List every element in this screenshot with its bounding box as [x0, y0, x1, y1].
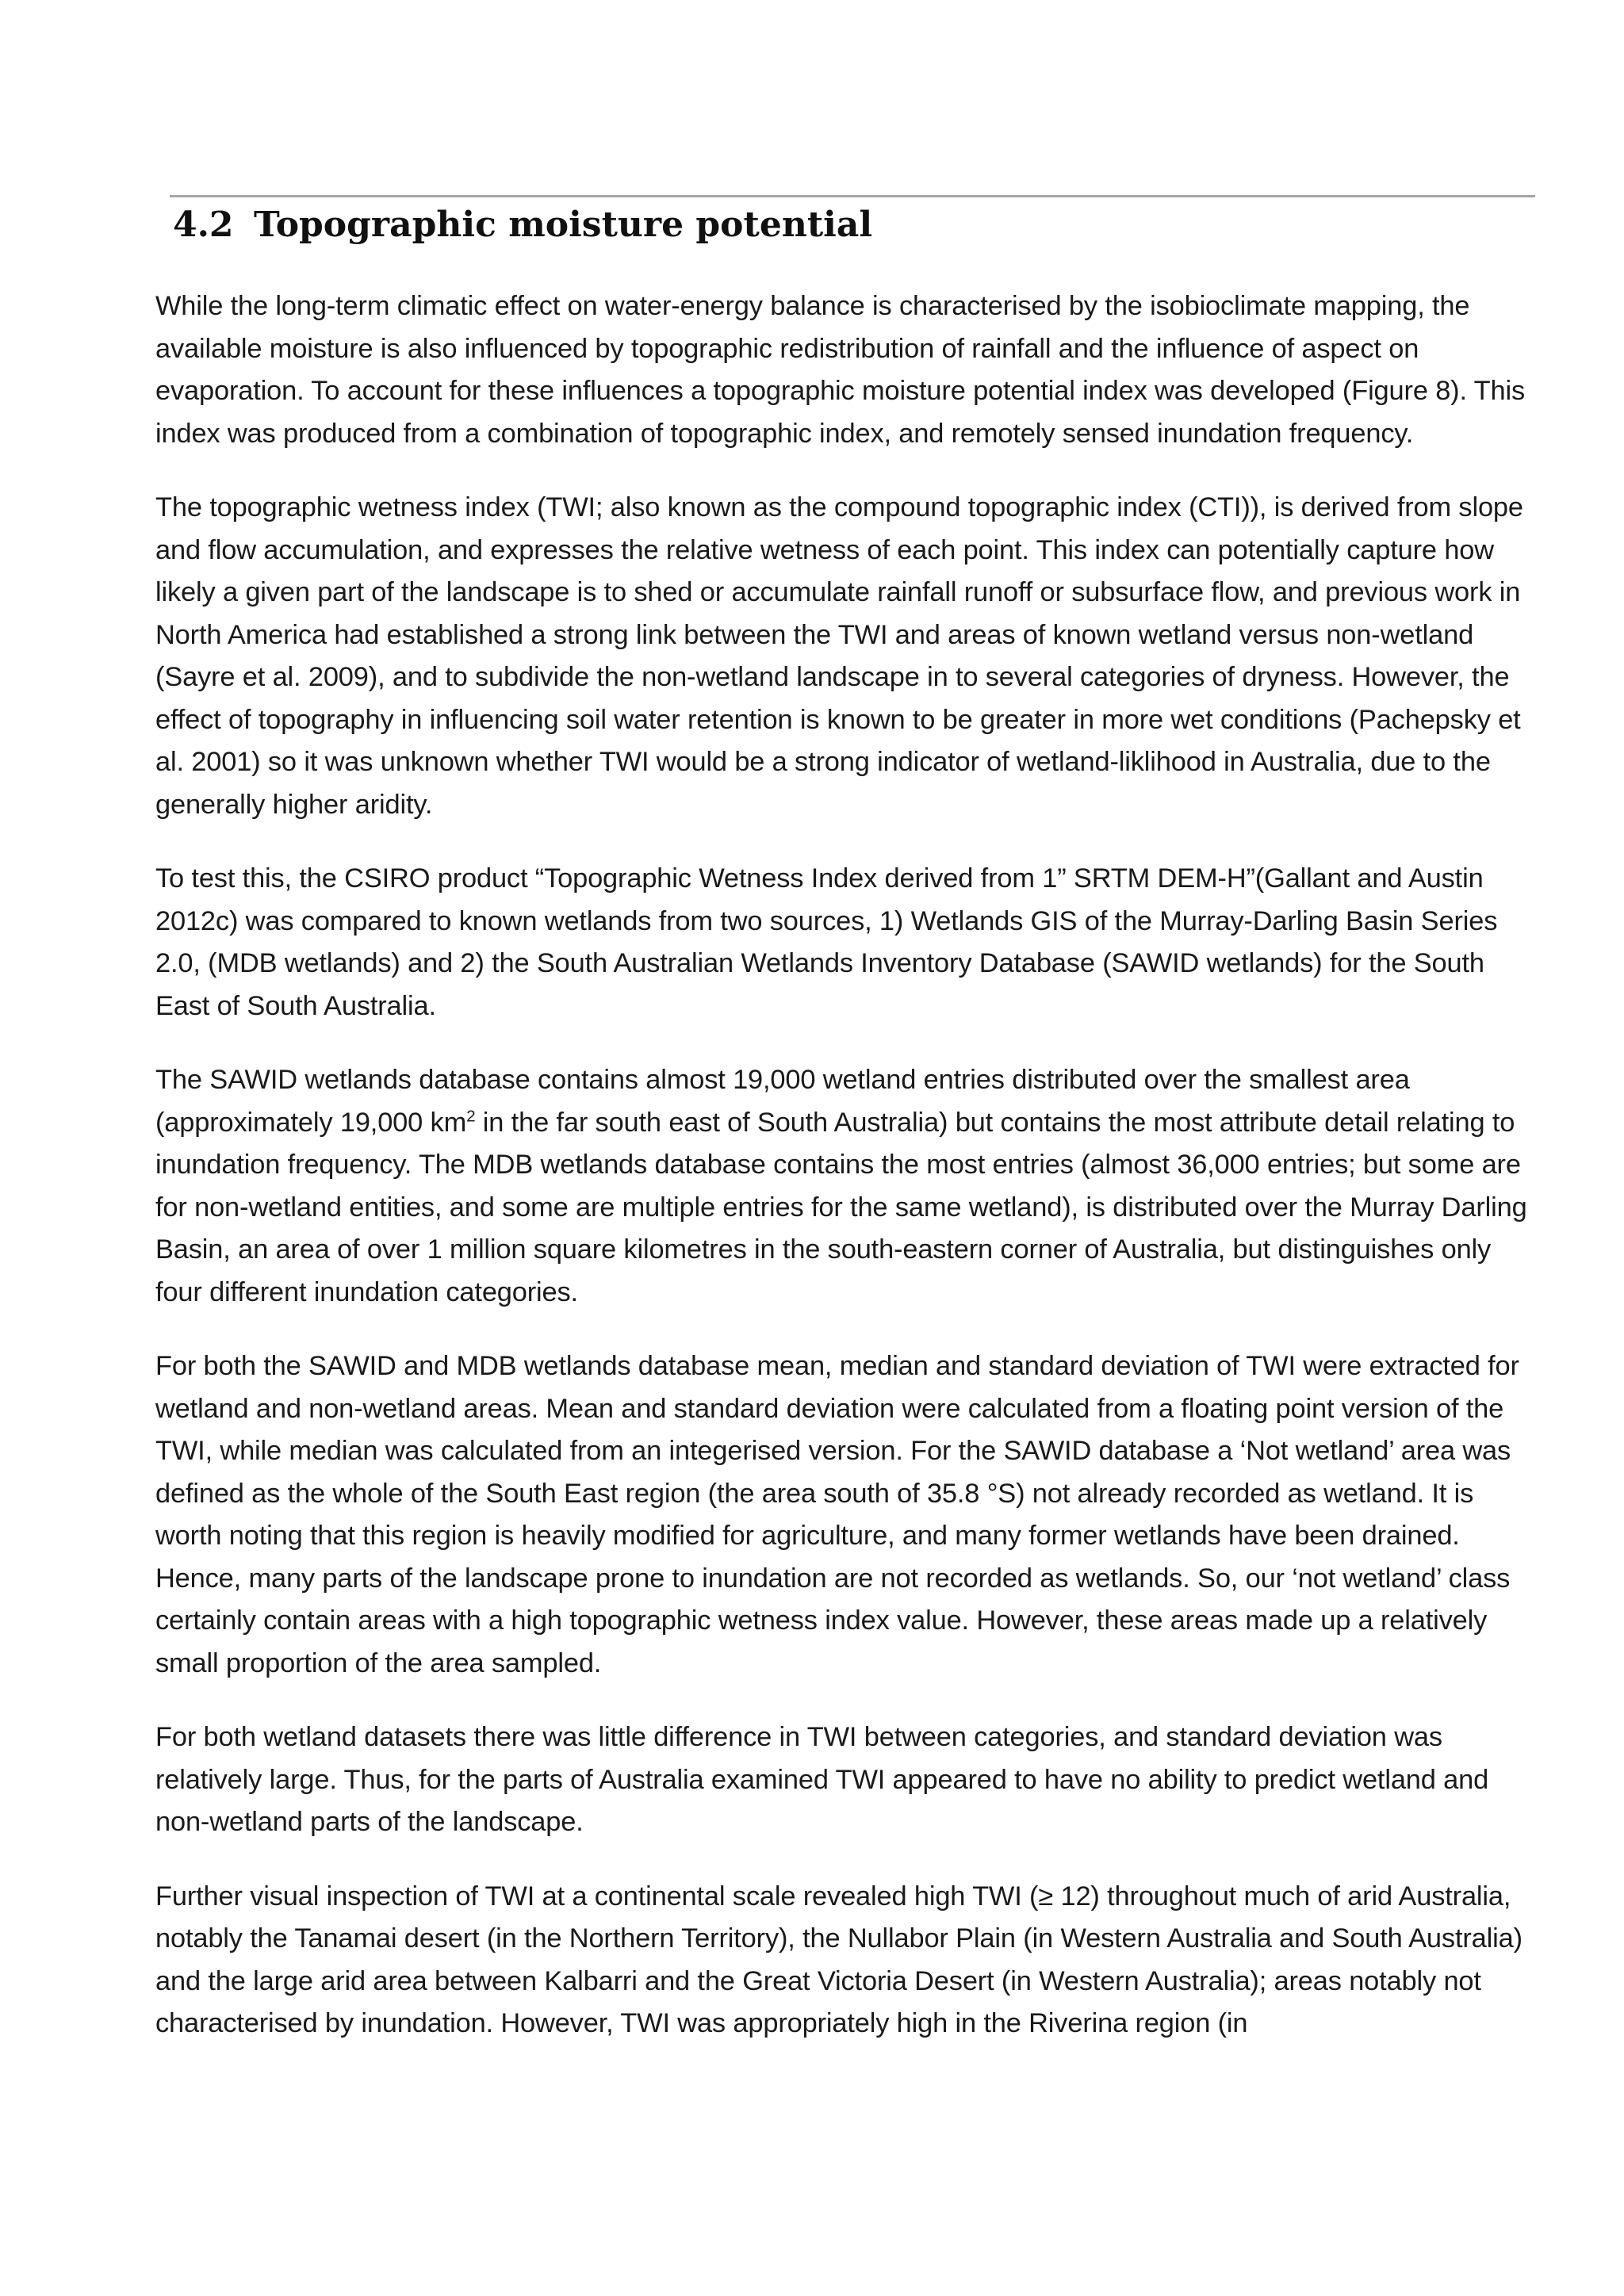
paragraph-5: For both the SAWID and MDB wetlands database mean, median and standard deviation of TWI were extracted for wetland and non-wetland areas. Mean and standard deviation were calculated from a floating point version of the TWI, while median was calculated from an integerised version. For the SAWID database a ‘Not wetland’ area was defined as the whole of the South East region (the area south of 35.8 °S) not already recorded as wetland. It is worth noting that this region is heavily modified for agriculture, and many former wetlands have been drained. Hence, many parts of the landscape prone to inundation are not recorded as wetlands. So, our ‘not wetland’ class certainly contain areas with a high topographic wetness index value. However, these areas made up a relatively small proportion of the area sampled.	[155, 1351, 1519, 1678]
heading-rule	[170, 195, 1535, 197]
paragraph-7: Further visual inspection of TWI at a continental scale revealed high TWI (≥ 12) throughout much of arid Australia, notably the Tanamai desert (in the Northern Territory), the Nullabor Plain (in Western Australia and South Australia) and the large arid area between Kalbarri and the Great Victoria Desert (in Western Australia); areas notably not characterised by inundation. However, TWI was appropriately high in the Riverina region (in	[155, 1881, 1522, 2038]
paragraph-6: For both wetland datasets there was little difference in TWI between categories, and standard deviation was relatively large. Thus, for the parts of Australia examined TWI appeared to have no ability to predict wetland and non-wetland parts of the landscape.	[155, 1722, 1489, 1837]
section-number: 4.2	[173, 205, 234, 245]
paragraph-4-part-2: in the far south east of South Australia) but contains the most attribute detail relating to inundation frequency. The MDB wetlands database contains the most entries (almost 36,000 entries; but some are for non-wetland entities, and some are multiple entries for the same wetland), is distributed over the Murray Darling Basin, an area of over 1 million square kilometres in the south-eastern corner of Australia, but distinguishes only four different inundation categories.	[155, 1107, 1527, 1307]
paragraph-4	[155, 1059, 1538, 1314]
paragraph-1: While the long-term climatic effect on water-energy balance is characterised by the isobioclimate mapping, the available moisture is also influenced by topographic redistribution of rainfall and the influence of aspect on evaporation. To account for these influences a topographic moisture potential index was developed (Figure 8). This index was produced from a combination of topographic index, and remotely sensed inundation frequency.	[155, 291, 1526, 449]
paragraph-2: The topographic wetness index (TWI; also known as the compound topographic index (CTI)), is derived from slope and flow accumulation, and expresses the relative wetness of each point. This index can potentially capture how likely a given part of the landscape is to shed or accumulate rainfall runoff or subsurface flow, and previous work in North America had established a strong link between the TWI and areas of known wetland versus non-wetland (Sayre et al. 2009), and to subdivide the non-wetland landscape in to several categories of dryness. However, the effect of topography in influencing soil water retention is known to be greater in more wet conditions (Pachepsky et al. 2001) so it was unknown whether TWI would be a strong indicator of wetland-liklihood in Australia, due to the generally higher aridity.	[155, 492, 1523, 820]
superscript-2: 2	[466, 1107, 476, 1126]
body-text	[155, 285, 1538, 2077]
paragraph-3: To test this, the CSIRO product “Topographic Wetness Index derived from 1” SRTM DEM-H”(Gallant and Austin 2012c) was compared to known wetlands from two sources, 1) Wetlands GIS of the Murray-Darling Basin Series 2.0, (MDB wetlands) and 2) the South Australian Wetlands Inventory Database (SAWID wetlands) for the South East of South Australia.	[155, 863, 1498, 1021]
section-title: Topographic moisture potential	[254, 205, 873, 245]
section-heading	[173, 200, 872, 251]
paragraph-4-part-1: The SAWID wetlands database contains almost 19,000 wetland entries distributed over the smallest area (approximately 19,000 km	[155, 1065, 1410, 1138]
